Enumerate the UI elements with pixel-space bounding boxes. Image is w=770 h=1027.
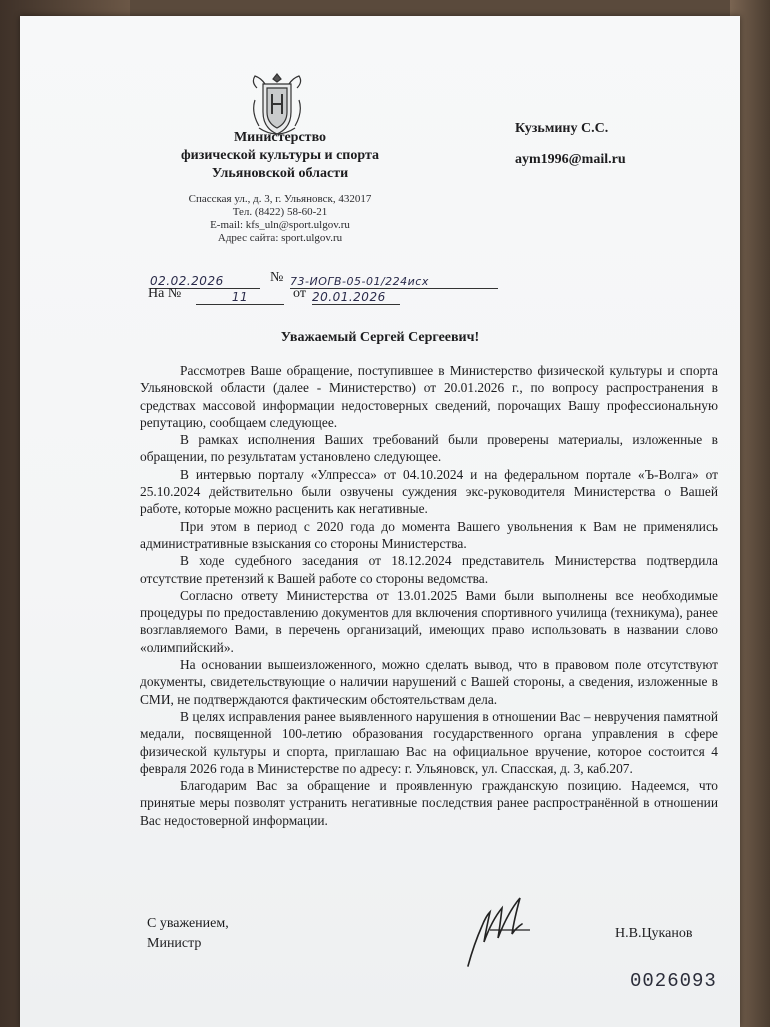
paragraph-9: Благодарим Вас за обращение и проявленную гражданскую позицию. Надеемся, что принятые меры позволят устранить негативные последствия ранее распространённой в отношении Вас недостоверной информации. bbox=[140, 778, 718, 828]
reply-number-line bbox=[196, 288, 284, 305]
reg-number-line bbox=[290, 272, 498, 289]
ministry-name bbox=[140, 129, 420, 183]
paragraph-3: В интервью порталу «Улпресса» от 04.10.2024 и на федеральном портале «Ъ-Волга» от 25.10.2024 действительно были озвучены суждения экс-руководителя Министерства о Вашей работе, которые можно расценить как негативные. bbox=[140, 466, 718, 517]
paragraph-5: В ходе судебного заседания от 18.12.2024 представитель Министерства подтвердила отсутствие претензий к Вашей работе со стороны ведомства. bbox=[140, 553, 718, 586]
address-website: Адрес сайта: sport.ulgov.ru bbox=[217, 232, 343, 244]
reg-number: 73-ИОГВ-05-01/224исх bbox=[290, 275, 429, 288]
recipient-email: aym1996@mail.ru bbox=[515, 152, 626, 167]
address-phone: Тел. (8422) 58-60-21 bbox=[232, 206, 328, 218]
paragraph-6: Согласно ответу Министерства от 13.01.2025 Вами были выполнены все необходимые процедуры по предоставлению документов для включения спортивного училища (техникума), ранее возглавляемого Вами, в перечень организаций, имеющих право использовать в названии слово «олимпийский». bbox=[140, 587, 718, 655]
paragraph-4: При этом в период с 2020 года до момента Вашего увольнения к Вам не применялись административные взыскания со стороны Министерства. bbox=[140, 518, 718, 551]
closing-regards: С уважением, bbox=[147, 916, 229, 931]
reg-number-label: № bbox=[270, 270, 284, 285]
closing-position: Министр bbox=[147, 936, 202, 951]
serial-number: 0026093 bbox=[630, 970, 717, 992]
address-email: E-mail: kfs_uln@sport.ulgov.ru bbox=[210, 219, 350, 231]
salutation: Уважаемый Сергей Сергеевич! bbox=[280, 330, 480, 345]
reply-date-line bbox=[312, 288, 400, 305]
reg-date: 02.02.2026 bbox=[150, 274, 224, 288]
ministry-address bbox=[160, 193, 400, 245]
paragraph-2: В рамках исполнения Ваших требований были проверены материалы, изложенные в обращении, по результатам установлено следующее. bbox=[140, 432, 718, 465]
letter-page bbox=[20, 16, 740, 1027]
reply-label: На № bbox=[148, 286, 182, 301]
reply-from-label: от bbox=[293, 286, 306, 301]
signer-name: Н.В.Цуканов bbox=[615, 926, 693, 941]
recipient-name: Кузьмину С.С. bbox=[515, 121, 609, 136]
ministry-line-3: Ульяновской области bbox=[211, 166, 349, 181]
ministry-line-2: физической культуры и спорта bbox=[180, 148, 380, 163]
ministry-line-1: Министерство bbox=[233, 130, 327, 145]
paragraph-1: Рассмотрев Ваше обращение, поступившее в Министерство физической культуры и спорта Ульяновской области (далее - Министерство) от 20.01.2026 г., по вопросу распространения в средствах массовой информации недостоверных сведений, порочащих Вашу профессиональную репутацию, сообщаем следующее. bbox=[140, 363, 718, 430]
address-street: Спасская ул., д. 3, г. Ульяновск, 432017 bbox=[188, 193, 372, 205]
reply-number: 11 bbox=[231, 290, 249, 304]
closing-block bbox=[147, 914, 229, 954]
reply-date: 20.01.2026 bbox=[312, 290, 386, 304]
letter-body bbox=[140, 362, 718, 829]
signature-image bbox=[450, 886, 580, 976]
paragraph-7: На основании вышеизложенного, можно сделать вывод, что в правовом поле отсутствуют документы, свидетельствующие о наличии нарушений с Вашей стороны, а сведения, изложенные в СМИ, не подтверждаются фактическим обстоятельствам дела. bbox=[140, 657, 718, 707]
paragraph-8: В целях исправления ранее выявленного нарушения в отношении Вас – невручения памятной медали, посвященной 100-летию образования государственного органа управления в сфере физической культуры и спорта, приглашаю Вас на официальное вручение, которое состоится 4 февраля 2026 года в Министерстве по адресу: г. Ульяновск, ул. Спасская, д. 3, каб.207. bbox=[140, 708, 718, 776]
